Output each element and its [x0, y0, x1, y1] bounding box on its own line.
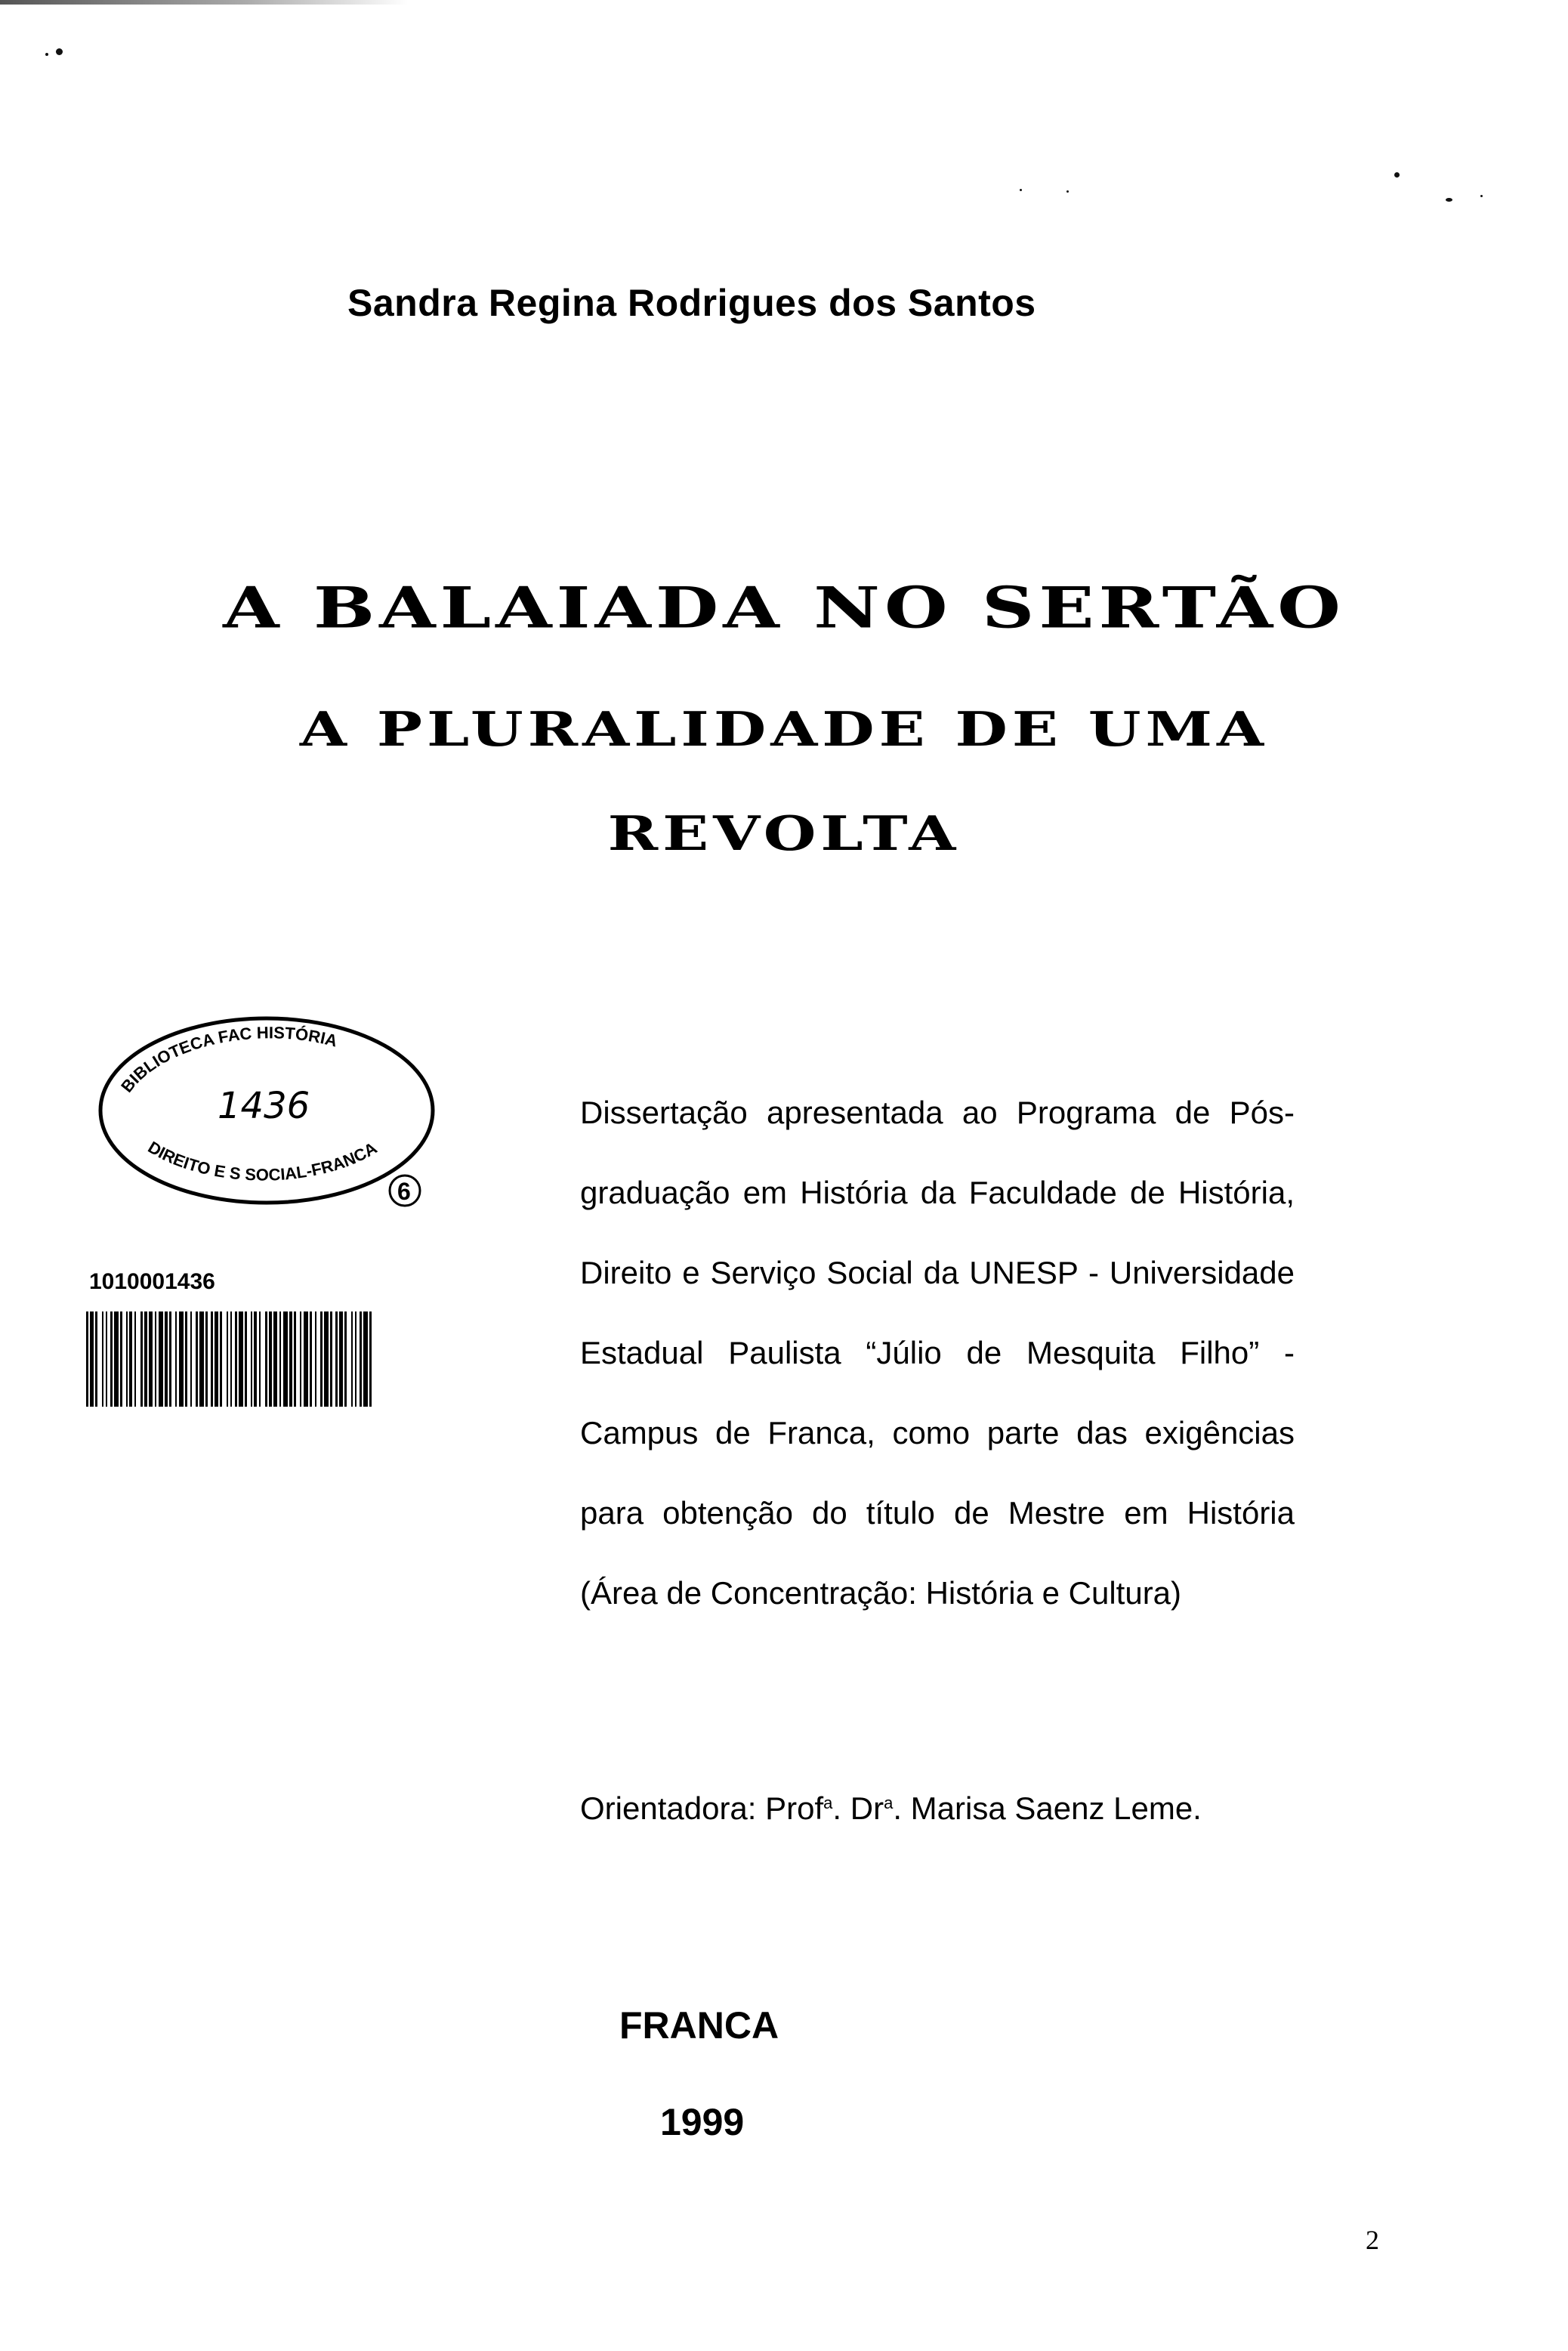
library-stamp: [89, 1005, 444, 1224]
barcode-bar: [351, 1311, 353, 1407]
barcode-bar: [239, 1311, 243, 1407]
page-number: 2: [1366, 2225, 1379, 2255]
stamp-corner-mark: 6: [397, 1178, 411, 1205]
advisor-label: Orientadora: Prof: [580, 1790, 824, 1826]
dissertation-description: Dissertação apresentada ao Programa de Pós-graduação em História da Faculdade de História, Direito e Serviço Social da UNESP - Universidade Estadual Paulista “Júlio de Mesquita Filho” - Campus de Franca, como parte das exigências para obtenção do título de Mestre em História (Área de Concentração: História e Cultura): [580, 1095, 1295, 1611]
barcode-bar: [363, 1311, 368, 1407]
barcode-bar: [254, 1311, 257, 1407]
title-line-2: A PLURALIDADE DE UMA: [299, 701, 1269, 757]
barcode-bar: [230, 1311, 232, 1407]
scan-speck: [1446, 198, 1452, 202]
barcode-bar: [190, 1311, 192, 1407]
advisor-sup-1: a: [823, 1793, 833, 1812]
barcode-bar: [339, 1311, 343, 1407]
barcode-bar: [355, 1311, 357, 1407]
barcode-bar: [179, 1311, 184, 1407]
barcode-bar: [114, 1311, 119, 1407]
scan-speck: [56, 48, 63, 55]
barcode-bar: [196, 1311, 198, 1407]
barcode-bar: [344, 1311, 347, 1407]
barcode-bar: [126, 1311, 128, 1407]
barcode-bar: [279, 1311, 281, 1407]
barcode-bar: [259, 1311, 261, 1407]
barcode-bar: [269, 1311, 272, 1407]
stamp-graphic: [89, 1005, 444, 1224]
barcode-bar: [251, 1311, 252, 1407]
advisor-line: [580, 1790, 1202, 1827]
barcode-bar: [86, 1311, 88, 1407]
stamp-text-top: BIBLIOTECA FAC HISTÓRIA: [117, 1023, 340, 1096]
advisor-name: . Marisa Saenz Leme.: [893, 1790, 1202, 1826]
barcode-bar: [159, 1311, 163, 1407]
barcode-bar: [140, 1311, 143, 1407]
barcode-bar: [335, 1311, 338, 1407]
barcode-bar: [220, 1311, 222, 1407]
stamp-handwritten-number: 1436: [218, 1085, 310, 1127]
barcode-bar: [155, 1311, 156, 1407]
barcode-bar: [310, 1311, 312, 1407]
barcode-bar: [169, 1311, 171, 1407]
barcode-bar: [134, 1311, 136, 1407]
barcode-bar: [283, 1311, 288, 1407]
barcode-bar: [235, 1311, 237, 1407]
city: FRANCA: [619, 2004, 779, 2047]
advisor-mid: . Dr: [832, 1790, 884, 1826]
barcode-bar: [106, 1311, 107, 1407]
barcode-bar: [175, 1311, 177, 1407]
barcode-bar: [300, 1311, 301, 1407]
scan-edge-shadow: [0, 0, 408, 5]
barcode-bar: [90, 1311, 94, 1407]
barcode-bar: [102, 1311, 103, 1407]
barcode-bar: [149, 1311, 153, 1407]
barcode-bar: [227, 1311, 228, 1407]
barcode-bar: [273, 1311, 277, 1407]
barcode-bar: [144, 1311, 147, 1407]
scan-speck: [1020, 189, 1022, 191]
barcode-bar: [265, 1311, 267, 1407]
barcode-bar: [120, 1311, 122, 1407]
barcode-bar: [324, 1311, 329, 1407]
barcode-bar: [199, 1311, 204, 1407]
barcode-bar: [315, 1311, 316, 1407]
advisor-sup-2: a: [884, 1793, 894, 1812]
barcode-bar: [360, 1311, 362, 1407]
scan-speck: [1066, 190, 1069, 193]
barcode-bar: [205, 1311, 208, 1407]
barcode-bar: [110, 1311, 113, 1407]
stamp-text-bottom: DIREITO E S SOCIAL-FRANCA: [144, 1137, 381, 1185]
author-name: Sandra Regina Rodrigues dos Santos: [347, 282, 1036, 324]
barcode-bar: [320, 1311, 323, 1407]
barcode-bar: [369, 1311, 372, 1407]
barcode-bar: [211, 1311, 213, 1407]
title-line-1: A BALAIADA NO SERTÃO: [223, 574, 1345, 641]
title-line-3: REVOLTA: [607, 805, 961, 861]
barcode-bar: [129, 1311, 132, 1407]
barcode-bar: [245, 1311, 247, 1407]
scan-speck: [1480, 195, 1483, 197]
scan-speck: [45, 53, 48, 56]
barcode-number: 1010001436: [89, 1269, 215, 1294]
barcode-bar: [330, 1311, 332, 1407]
year: 1999: [660, 2101, 745, 2143]
barcode-bar: [95, 1311, 97, 1407]
barcode-bar: [215, 1311, 218, 1407]
barcode-bar: [165, 1311, 168, 1407]
barcode-bar: [294, 1311, 296, 1407]
scan-speck: [1394, 172, 1400, 178]
barcode-bar: [289, 1311, 292, 1407]
barcode: [85, 1311, 375, 1407]
barcode-bar: [185, 1311, 187, 1407]
barcode-bar: [304, 1311, 308, 1407]
